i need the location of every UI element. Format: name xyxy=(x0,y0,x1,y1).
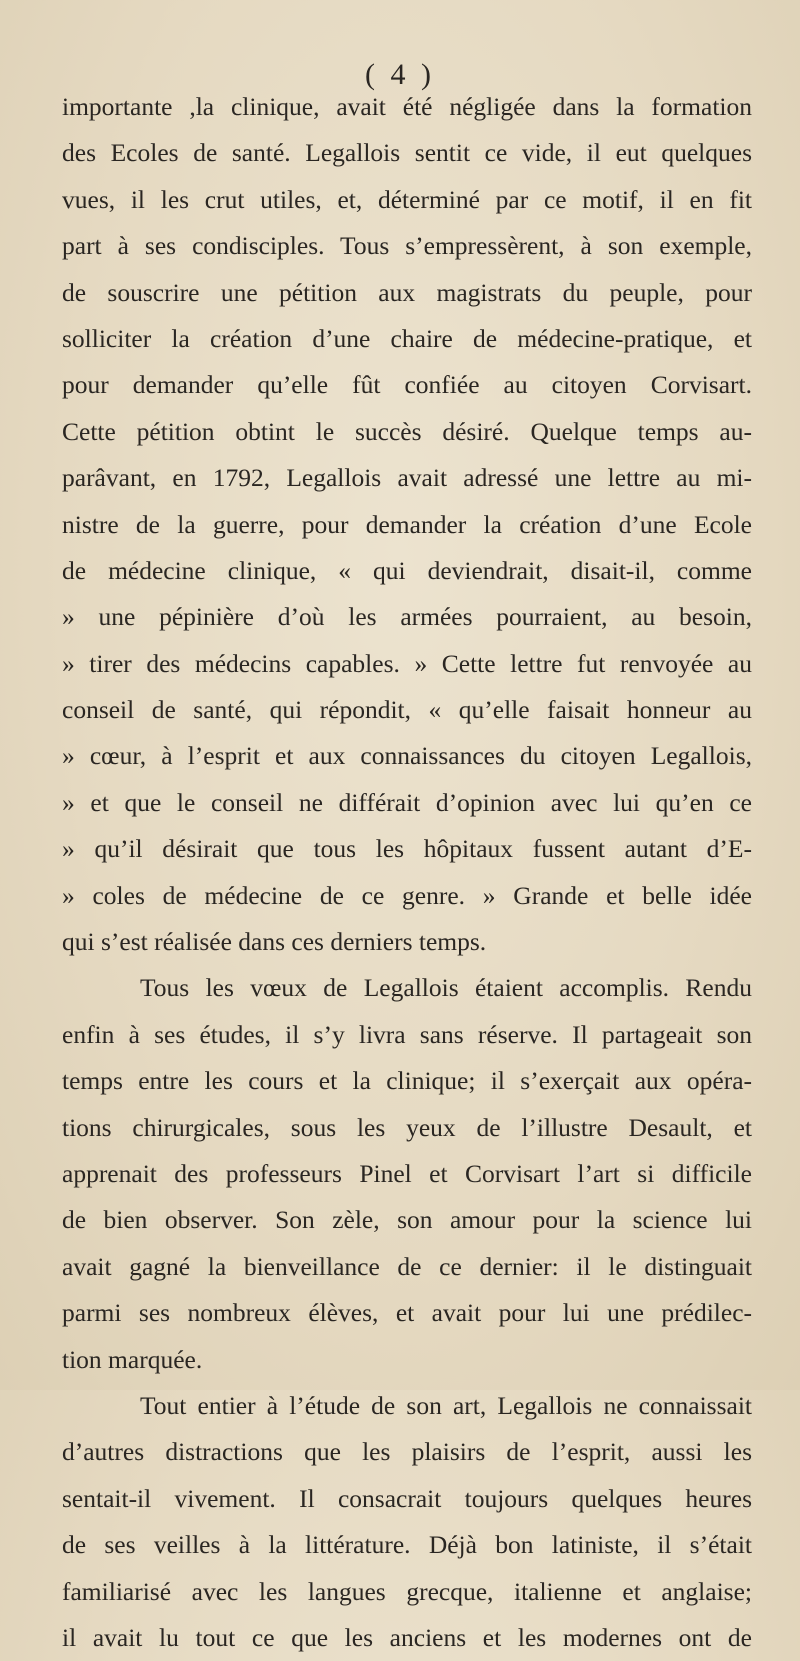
body-text xyxy=(62,84,752,1661)
text-line: sentait-il vivement. Il consacrait toujours quelques heures xyxy=(62,1483,752,1513)
text-line: Cette pétition obtint le succès désiré. Quelque temps au- xyxy=(62,416,752,446)
text-line: parâvant, en 1792, Legallois avait adressé une lettre au mi- xyxy=(62,463,752,493)
text-line: » une pépinière d’où les armées pourraient, au besoin, xyxy=(62,602,752,632)
text-line: tions chirurgicales, sous les yeux de l’illustre Desault, et xyxy=(62,1112,752,1142)
text-line: » et que le conseil ne différait d’opinion avec lui qu’en ce xyxy=(62,787,752,817)
text-line: de bien observer. Son zèle, son amour pour la science lui xyxy=(62,1205,752,1235)
text-line: de ses veilles à la littérature. Déjà bon latiniste, il s’était xyxy=(62,1530,752,1560)
text-line: apprenait des professeurs Pinel et Corvisart l’art si difficile xyxy=(62,1158,752,1188)
text-line: des Ecoles de santé. Legallois sentit ce vide, il eut quelques xyxy=(62,138,752,168)
text-line: avait gagné la bienveillance de ce dernier: il le distinguait xyxy=(62,1251,752,1281)
text-line: parmi ses nombreux élèves, et avait pour lui une prédilec- xyxy=(62,1298,752,1328)
text-line: nistre de la guerre, pour demander la création d’une Ecole xyxy=(62,509,752,539)
paragraph-start-line: Tout entier à l’étude de son art, Legallois ne connaissait xyxy=(140,1390,752,1420)
text-line: solliciter la création d’une chaire de médecine-pratique, et xyxy=(62,323,752,353)
text-line: de souscrire une pétition aux magistrats du peuple, pour xyxy=(62,277,752,307)
text-line: » coles de médecine de ce genre. » Grande et belle idée xyxy=(62,880,752,910)
text-line: il avait lu tout ce que les anciens et les modernes ont de xyxy=(62,1622,752,1652)
text-line: pour demander qu’elle fût confiée au citoyen Corvisart. xyxy=(62,370,752,400)
text-line: part à ses condisciples. Tous s’empressèrent, à son exemple, xyxy=(62,231,752,261)
text-line: importante ,la clinique, avait été négligée dans la formation xyxy=(62,92,752,121)
page-number: ( 4 ) xyxy=(365,58,435,91)
text-line: vues, il les crut utiles, et, déterminé par ce motif, il en fit xyxy=(62,184,752,214)
text-line: de médecine clinique, « qui deviendrait, disait-il, comme xyxy=(62,555,752,585)
text-line: » cœur, à l’esprit et aux connaissances du citoyen Legallois, xyxy=(62,741,752,771)
text-line: d’autres distractions que les plaisirs de l’esprit, aussi les xyxy=(62,1437,752,1467)
text-line: temps entre les cours et la clinique; il s’exerçait aux opéra- xyxy=(62,1066,752,1096)
text-line: tion marquée. xyxy=(62,1344,203,1374)
text-line: » qu’il désirait que tous les hôpitaux fussent autant d’E- xyxy=(62,834,752,864)
text-line: enfin à ses études, il s’y livra sans réserve. Il partageait son xyxy=(62,1019,752,1049)
text-line: familiarisé avec les langues grecque, italienne et anglaise; xyxy=(62,1576,752,1606)
text-line: qui s’est réalisée dans ces derniers temps. xyxy=(62,927,487,957)
text-line: » tirer des médecins capables. » Cette lettre fut renvoyée au xyxy=(62,648,752,678)
paragraph-start-line: Tous les vœux de Legallois étaient accomplis. Rendu xyxy=(140,973,752,1003)
text-line: conseil de santé, qui répondit, « qu’elle faisait honneur au xyxy=(62,695,752,725)
